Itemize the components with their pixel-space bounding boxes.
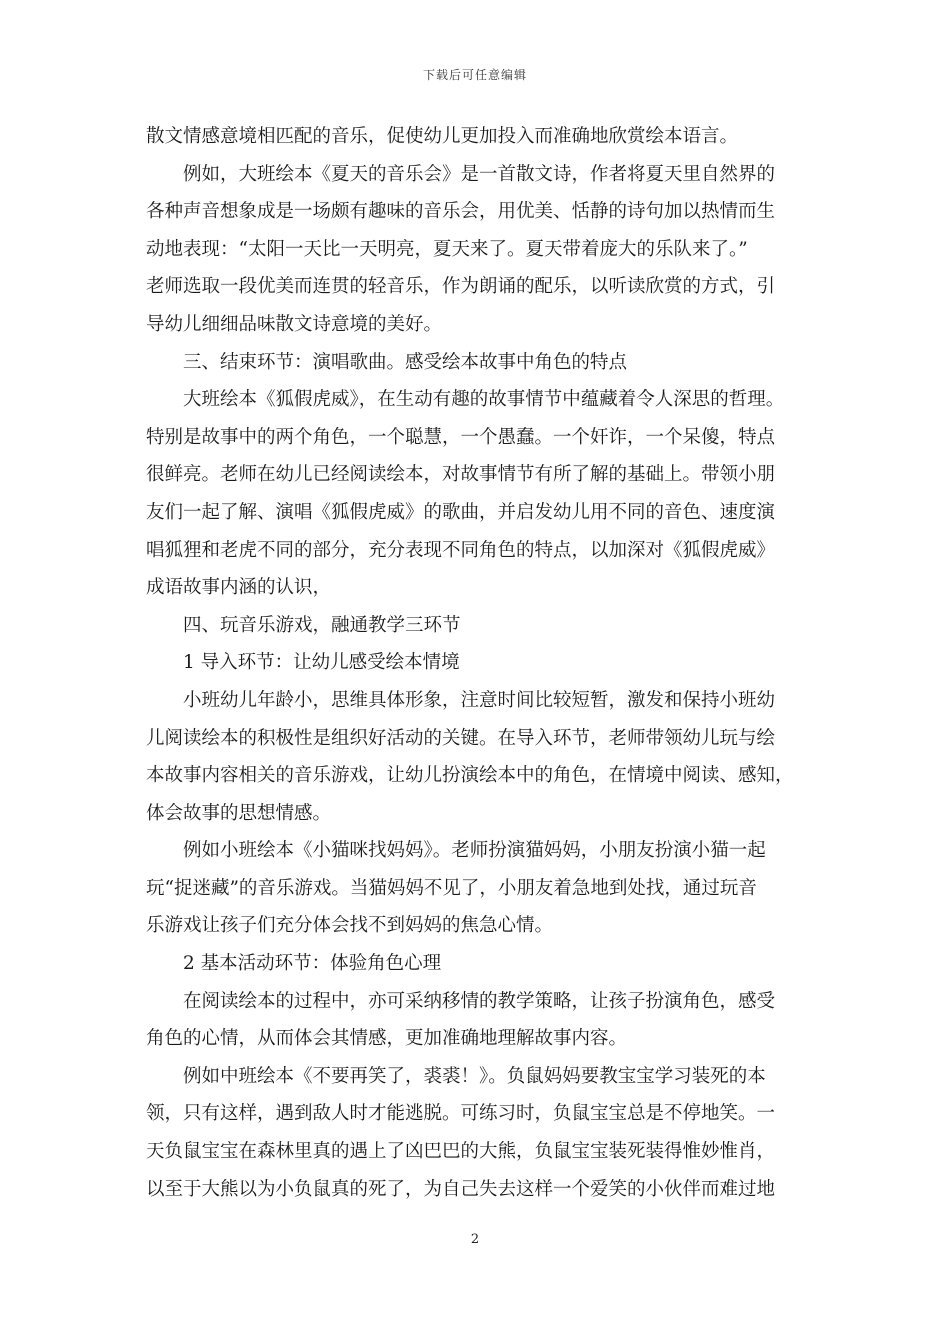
text-line: 特别是故事中的两个角色，一个聪慧，一个愚蠢。一个奸诈，一个呆傻，特点 [146,426,776,448]
text-line: 在阅读绘本的过程中，亦可采纳移情的教学策略，让孩子扮演角色，感受 [183,990,776,1012]
text-line: 领，只有这样，遇到敌人时才能逃脱。可练习时，负鼠宝宝总是不停地笑。一 [146,1103,776,1125]
text-line: 大班绘本《狐假虎威》，在生动有趣的故事情节中蕴藏着令人深思的哲理。 [183,389,785,411]
text-line: 体会故事的思想情感。 [146,802,332,824]
text-line: 各种声音想象成是一场颇有趣味的音乐会，用优美、恬静的诗句加以热情而生 [146,201,776,223]
page-number: 2 [470,1232,480,1247]
text-line: 很鲜亮。老师在幼儿已经阅读绘本，对故事情节有所了解的基础上。带领小朋 [146,464,776,486]
text-line: 天负鼠宝宝在森林里真的遇上了凶巴巴的大熊，负鼠宝宝装死装得惟妙惟肖， [146,1141,776,1163]
text-line: 小班幼儿年龄小，思维具体形象，注意时间比较短暂，激发和保持小班幼 [183,689,776,711]
text-line: 散文情感意境相匹配的音乐，促使幼儿更加投入而准确地欣赏绘本语言。 [146,126,739,147]
text-line: 例如小班绘本《小猫咪找妈妈》。老师扮演猫妈妈，小朋友扮演小猫一起 [183,840,766,862]
text-line: 三、结束环节：演唱歌曲。感受绘本故事中角色的特点 [183,351,628,373]
text-line: 角色的心情，从而体会其情感，更加准确地理解故事内容。 [146,1028,628,1050]
page-header: 下载后可任意编辑 [422,68,527,82]
text-line: 导幼儿细细品味散文诗意境的美好。 [146,313,443,335]
text-line: 四、玩音乐游戏，融通教学三环节 [183,614,461,636]
text-line: 友们一起了解、演唱《狐假虎威》的歌曲，并启发幼儿用不同的音色、速度演 [146,501,776,523]
text-line: 儿阅读绘本的积极性是组织好活动的关键。在导入环节，老师带领幼儿玩与绘 [146,727,776,749]
text-line: 例如，大班绘本《夏天的音乐会》是一首散文诗，作者将夏天里自然界的 [183,163,776,185]
body-text [146,118,806,1208]
text-line: 本故事内容相关的音乐游戏，让幼儿扮演绘本中的角色，在情境中阅读、感知， [146,765,794,787]
text-line: 唱狐狸和老虎不同的部分，充分表现不同角色的特点，以加深对《狐假虎威》 [146,539,776,561]
text-line: 2 基本活动环节：体验角色心理 [183,953,442,975]
text-line: 以至于大熊以为小负鼠真的死了，为自己失去这样一个爱笑的小伙伴而难过地 [146,1178,776,1200]
text-line: 老师选取一段优美而连贯的轻音乐，作为朗诵的配乐，以听读欣赏的方式，引 [146,276,776,298]
text-line: 例如中班绘本《不要再笑了，裘裘！》。负鼠妈妈要教宝宝学习装死的本 [183,1065,766,1087]
text-line: 动地表现：“太阳一天比一天明亮，夏天来了。夏天带着庞大的乐队来了。” [146,238,748,260]
text-line: 1 导入环节：让幼儿感受绘本情境 [183,652,460,674]
text-line: 乐游戏让孩子们充分体会找不到妈妈的焦急心情。 [146,915,554,937]
text-line: 玩“捉迷藏”的音乐游戏。当猫妈妈不见了，小朋友着急地到处找，通过玩音 [146,877,757,899]
text-line: 成语故事内涵的认识， [146,577,332,599]
